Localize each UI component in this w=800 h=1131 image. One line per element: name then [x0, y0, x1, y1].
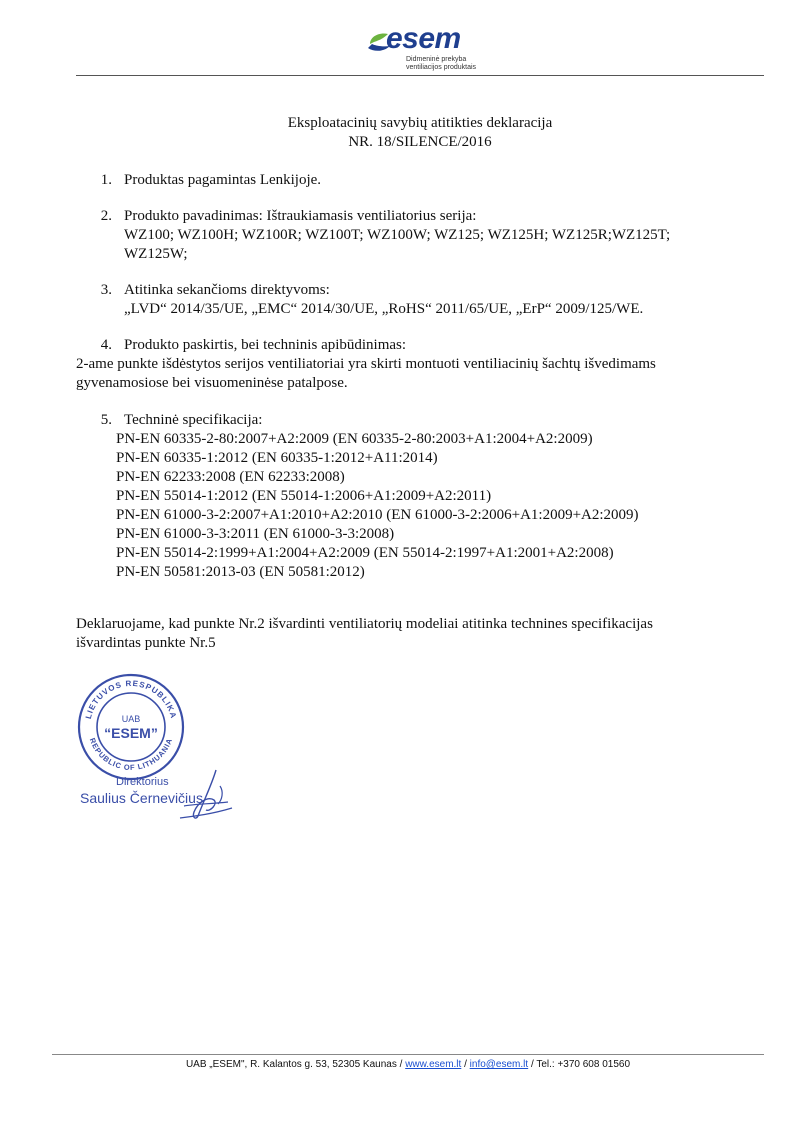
item-1-text: Produktas pagamintas Lenkijoje.	[124, 172, 322, 188]
item-2-models: WZ100; WZ100H; WZ100R; WZ100T; WZ100W; WZ125; WZ125H; WZ125R;WZ125T;	[124, 227, 671, 243]
signatory-role: Direktorius	[116, 776, 169, 788]
logo-tagline-line1: Didmeninė prekyba	[406, 56, 467, 63]
spec-line: PN-EN 62233:2008 (EN 62233:2008)	[116, 469, 345, 485]
footer	[0, 1058, 800, 1071]
item-3-directives: „LVD“ 2014/35/UE, „EMC“ 2014/30/UE, „RoHS“ 2011/65/UE, „ErP“ 2009/125/WE.	[124, 301, 644, 317]
item-2-text: Produkto pavadinimas: Ištraukiamasis ventiliatorius serija:	[124, 208, 477, 224]
logo-wordmark: esem	[386, 22, 461, 55]
spec-line: PN-EN 61000-3-2:2007+A1:2010+A2:2010 (EN 61000-3-2:2006+A1:2009+A2:2009)	[116, 507, 639, 523]
website-link[interactable]: www.esem.lt	[405, 1059, 462, 1070]
document-number: NR. 18/SILENCE/2016	[348, 134, 492, 150]
footer-address: UAB „ESEM", R. Kalantos g. 53, 52305 Kaunas /	[185, 1059, 406, 1070]
item-number: 2.	[100, 208, 112, 224]
footer-divider	[52, 1054, 764, 1055]
item-3-text: Atitinka sekančioms direktyvoms:	[124, 282, 330, 298]
item-number: 1.	[100, 172, 112, 188]
email-link[interactable]: info@esem.lt	[469, 1059, 529, 1070]
stamp-company: “ESEM”	[104, 725, 158, 741]
stamp-uab: UAB	[121, 714, 141, 724]
spec-line: PN-EN 61000-3-3:2011 (EN 61000-3-3:2008)	[116, 526, 395, 542]
item-number: 3.	[100, 282, 112, 298]
spec-line: PN-EN 55014-2:1999+A1:2004+A2:2009 (EN 55014-2:1997+A1:2001+A2:2008)	[116, 545, 614, 561]
footer-separator: /	[461, 1059, 470, 1070]
company-logo	[366, 22, 477, 71]
item-4-description: 2-ame punkte išdėstytos serijos ventiliatoriai yra skirti montuoti ventiliacinių šachtų išvedimams	[76, 356, 656, 372]
item-5-text: Techninė specifikacija:	[124, 412, 263, 428]
spec-line: PN-EN 50581:2013-03 (EN 50581:2012)	[116, 564, 365, 580]
company-stamp	[76, 672, 186, 782]
document-title: Eksploatacinių savybių atitikties deklaracija	[287, 115, 553, 131]
item-4-text: Produkto paskirtis, bei techninis apibūdinimas:	[124, 337, 407, 353]
item-number: 5.	[100, 412, 112, 428]
stamp-ring-top: LIETUVOS RESPUBLIKA	[83, 678, 179, 720]
footer-phone: / Tel.: +370 608 01560	[528, 1059, 631, 1070]
logo-tagline	[406, 56, 476, 72]
item-4-description-cont: gyvenamosiose bei visuomeninėse patalpose.	[76, 375, 348, 391]
spec-line: PN-EN 60335-1:2012 (EN 60335-1:2012+A11:2014)	[116, 450, 438, 466]
item-number: 4.	[100, 337, 112, 353]
spec-line: PN-EN 60335-2-80:2007+A2:2009 (EN 60335-2-80:2003+A1:2004+A2:2009)	[116, 431, 593, 447]
declaration-text: Deklaruojame, kad punkte Nr.2 išvardinti ventiliatorių modeliai atitinka technines specifikacijas	[76, 616, 653, 632]
stamp-ring-bottom: REPUBLIC OF LITHUANIA	[87, 736, 175, 773]
logo-tagline-line2: ventiliacijos produktais	[406, 64, 477, 71]
declaration-text-cont: išvardintas punkte Nr.5	[76, 635, 216, 651]
spec-line: PN-EN 55014-1:2012 (EN 55014-1:2006+A1:2009+A2:2011)	[116, 488, 492, 504]
header-divider	[76, 75, 764, 76]
handwritten-signature	[176, 766, 236, 826]
signatory-name: Saulius Černevičius	[80, 790, 203, 806]
item-2-models-cont: WZ125W;	[124, 246, 188, 262]
